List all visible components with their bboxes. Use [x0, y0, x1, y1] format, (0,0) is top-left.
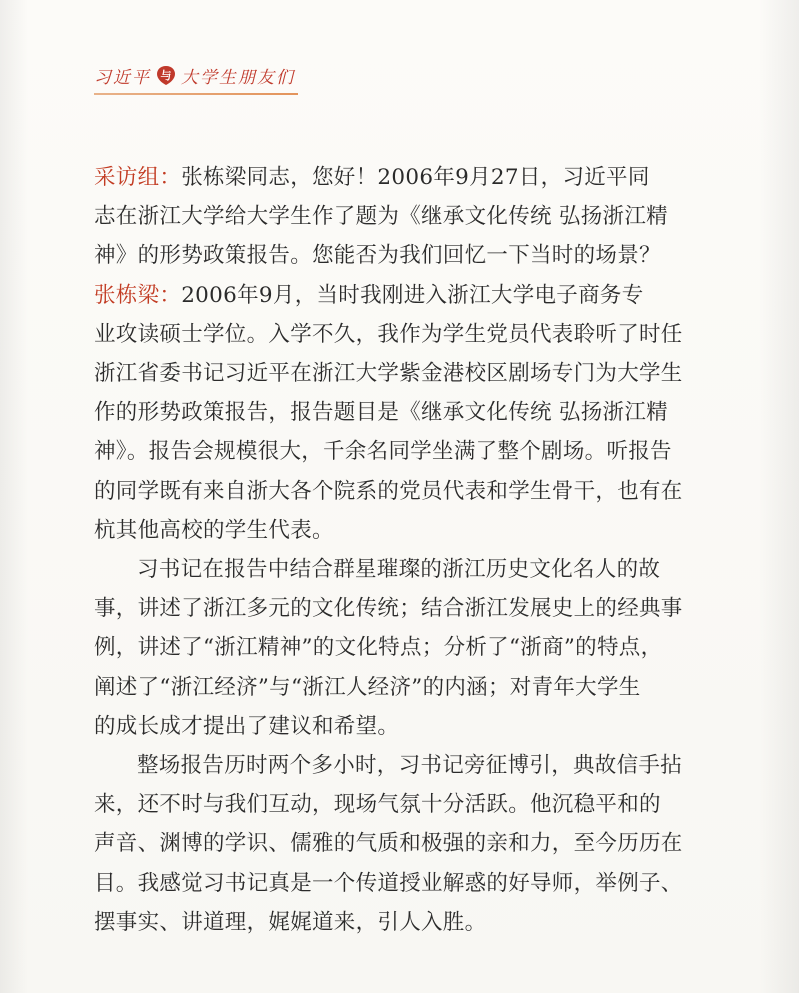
- text-line: 例，讲述了“浙江精神”的文化特点；分析了“浙商”的特点，: [94, 635, 663, 661]
- speaker-label-interviewer: 采访组：: [94, 165, 182, 190]
- header-title-right: 大学生朋友们: [181, 67, 295, 88]
- text-line: 的同学既有来自浙大各个院系的党员代表和学生骨干，也有在: [94, 478, 683, 504]
- page-shadow-left: [0, 0, 28, 993]
- header-title-left: 习近平: [94, 67, 151, 88]
- text-line: 神》的形势政策报告。您能否为我们回忆一下当时的场景？: [94, 243, 661, 269]
- text-line: 整场报告历时两个多小时，习书记旁征博引，典故信手拈: [137, 753, 683, 779]
- text-line: 神》。报告会规模很大，千余名同学坐满了整个剧场。听报告: [94, 439, 672, 465]
- svg-text:与: 与: [160, 69, 172, 82]
- text-line-content: 张栋梁同志，您好！2006年9月27日，习近平同: [181, 165, 650, 190]
- text-line: 作的形势政策报告，报告题目是《继承文化传统 弘扬浙江精: [94, 400, 668, 426]
- running-header: [94, 58, 295, 92]
- text-line: 声音、渊博的学识、儒雅的气质和极强的亲和力，至今历历在: [94, 831, 683, 857]
- text-line: 习书记在报告中结合群星璀璨的浙江历史文化名人的故: [137, 557, 661, 583]
- text-line: 志在浙江大学给大学生作了题为《继承文化传统 弘扬浙江精: [94, 204, 668, 230]
- text-line: [94, 158, 734, 197]
- yu-badge-icon: [155, 64, 177, 86]
- paragraph-interviewer-question: [94, 158, 734, 276]
- text-line: 浙江省委书记习近平在浙江大学紫金港校区剧场专门为大学生: [94, 361, 683, 387]
- paragraph-zhang-answer: [94, 276, 734, 550]
- page-shadow-right: [759, 0, 799, 993]
- text-line: 业攻读硕士学位。入学不久，我作为学生党员代表聆听了时任: [94, 321, 683, 347]
- text-line: 来，还不时与我们互动，现场气氛十分活跃。他沉稳平和的: [94, 792, 661, 818]
- text-line: 事，讲述了浙江多元的文化传统；结合浙江发展史上的经典事: [94, 596, 683, 622]
- speaker-label-zhang: 张栋梁：: [94, 282, 182, 308]
- text-line: [94, 276, 734, 315]
- text-line-content: 2006年9月，当时我刚进入浙江大学电子商务专: [181, 282, 644, 308]
- paragraph-report-content: [94, 550, 734, 746]
- header-underline: [94, 93, 298, 95]
- text-line: 的成长成才提出了建议和希望。: [94, 713, 400, 739]
- text-line: 杭其他高校的学生代表。: [94, 517, 334, 543]
- article-body: [94, 158, 734, 942]
- text-line: 目。我感觉习书记真是一个传道授业解惑的好导师，举例子、: [94, 870, 683, 896]
- text-line: 阐述了“浙江经济”与“浙江人经济”的内涵；对青年大学生: [94, 674, 641, 700]
- text-line: 摆事实、讲道理，娓娓道来，引人入胜。: [94, 909, 487, 935]
- paragraph-impression: [94, 746, 734, 942]
